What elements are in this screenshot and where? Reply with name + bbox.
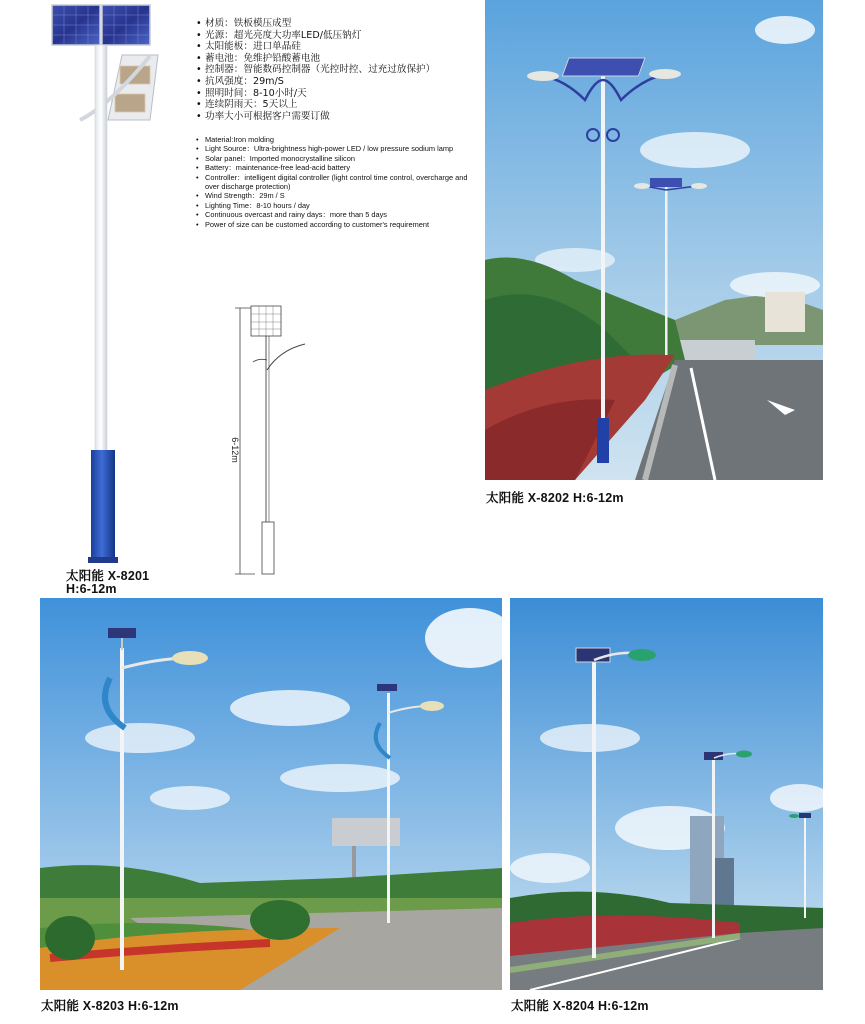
spec-en-item: • Continuous overcast and rainy days：more than 5 days	[196, 210, 481, 219]
spec-en-item: • Battery：maintenance-free lead-acid battery	[196, 163, 481, 172]
drawing-solar-panel	[251, 306, 281, 336]
caption-x8203: 太阳能 X-8203 H:6-12m	[41, 999, 179, 1013]
spec-cn-item: • 连续阴雨天：5天以上	[196, 99, 486, 111]
spec-en-item: • Light Source：Ultra-brightness high-power LED / low pressure sodium lamp	[196, 144, 481, 153]
caption-x8201-name: 太阳能 X-8201	[66, 569, 150, 583]
caption-x8202: 太阳能 X-8202 H:6-12m	[486, 491, 624, 505]
spec-cn-item: • 控制器：智能数码控制器（光控时控、过充过放保护）	[196, 64, 486, 76]
photo-x8203	[40, 598, 502, 990]
spec-en-item: • Wind Strength：29m / S	[196, 191, 481, 200]
photo-x8202	[485, 0, 823, 480]
spec-cn-item: • 蓄电池：免维护铅酸蓄电池	[196, 53, 486, 65]
spec-cn-item: • 光源：超光亮度大功率LED/低压钠灯	[196, 30, 486, 42]
spec-cn-item: • 材质：铁板模压成型	[196, 18, 486, 30]
spec-cn-item: • 功率大小可根据客户需要订做	[196, 111, 486, 123]
spec-en-item: • Power of size can be customed according to customer's requirement	[196, 220, 481, 229]
pole-base	[91, 450, 115, 560]
spec-cn-item: • 太阳能板：进口单晶硅	[196, 41, 486, 53]
spec-list-cn	[196, 18, 486, 122]
solar-panel-left	[52, 5, 100, 45]
lamp-housing	[80, 55, 158, 120]
photo-x8204	[510, 598, 823, 990]
spec-en-item: • Controller：intelligent digital controller (light control time control, overcharge and over discharge protection)	[196, 173, 481, 192]
pole	[95, 45, 107, 455]
dimension-label: 6-12m	[230, 437, 240, 463]
spec-cn-item: • 照明时间：8-10小时/天	[196, 88, 486, 100]
spec-cn-item: • 抗风强度：29m/S	[196, 76, 486, 88]
product-x8201-illustration	[40, 0, 190, 570]
spec-en-item: • Material:Iron molding	[196, 135, 481, 144]
spec-en-item: • Lighting Time：8-10 hours / day	[196, 201, 481, 210]
spec-en-item: • Solar panel：Imported monocrystalline silicon	[196, 154, 481, 163]
solar-panel-right	[102, 5, 150, 45]
caption-x8204: 太阳能 X-8204 H:6-12m	[511, 999, 649, 1013]
dimension-drawing	[225, 300, 315, 580]
caption-x8201-height: H:6-12m	[66, 582, 117, 596]
spec-list-en	[196, 135, 481, 229]
